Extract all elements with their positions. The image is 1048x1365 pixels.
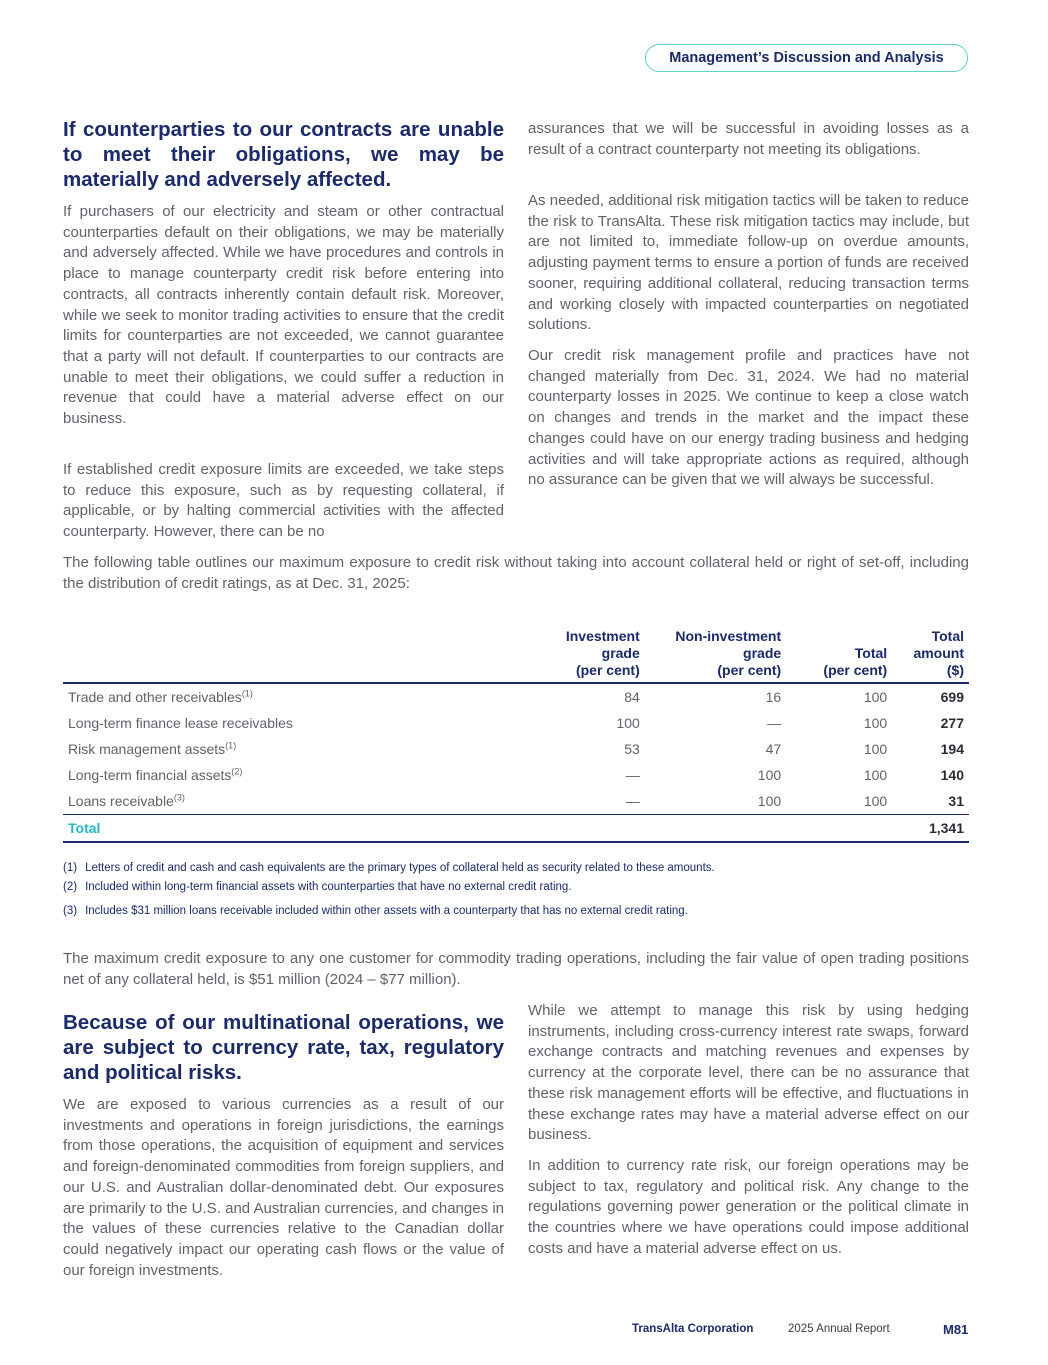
footer-company: TransAlta Corporation — [632, 1323, 754, 1335]
total-percent-cell: 100 — [863, 689, 888, 705]
row-label: Trade and other receivables$^{(1)}$ — [68, 688, 253, 705]
total-amount-cell: 140 — [940, 767, 964, 783]
footnote-text: Letters of credit and cash and cash equivalents are the primary types of collateral held as security related to these amounts. — [85, 862, 715, 874]
section-header-pill: Management’s Discussion and Analysis — [645, 44, 968, 72]
credit-right-paragraph-1: assurances that we will be successful in avoiding losses as a result of a contract counterparty not meeting its obligations. — [528, 120, 969, 158]
label-column-header — [63, 628, 558, 683]
investment-grade-cell: 100 — [616, 715, 640, 731]
total-amount-value: 1,341 — [892, 815, 969, 843]
row-label: Loans receivable$^{(3)}$ — [68, 792, 185, 809]
table-row — [63, 762, 969, 788]
currency-right-paragraph-2: In addition to currency rate risk, our foreign operations may be subject to tax, regulatory and political risk. Any change to the regulations governing power generation or the political climate in the countries where we have operations could impose additional costs and have a material adverse effect on us. — [528, 1157, 969, 1257]
non-investment-grade-cell: 47 — [765, 741, 782, 757]
non-investment-grade-header: Non-investment grade (per cent) — [645, 628, 786, 683]
non-investment-grade-cell: 16 — [765, 689, 782, 705]
table-row — [63, 710, 969, 736]
credit-left-paragraph-1: If purchasers of our electricity and steam or other contractual counterparties default on their obligations, we may be materially and adversely affected. While we have procedures and controls in place to manage counterparty credit risk before entering into contracts, all contracts inherently contain default risk. Moreover, while we seek to monitor trading activities to ensure that the credit limits for counterparties are not exceeded, we cannot guarantee that a party will not default. If counterparties to our contracts are unable to meet their obligations, we could suffer a reduction in revenue that could have a material adverse effect on our business. — [63, 203, 504, 428]
table-intro-paragraph: The following table outlines our maximum exposure to credit risk without taking into account collateral held or right of set-off, including the distribution of credit ratings, as at Dec. 31, 2025: — [63, 554, 969, 592]
total-label: Total — [63, 815, 558, 843]
investment-grade-cell: — — [625, 767, 640, 783]
credit-left-paragraph-2: If established credit exposure limits are exceeded, we take steps to reduce this exposure, such as by requesting collateral, if applicable, or by halting commercial activities with the affected counterparty. However, there can be no — [63, 461, 504, 541]
total-percent-cell: 100 — [863, 767, 888, 783]
row-label: Long-term financial assets$^{(2)}$ — [68, 766, 243, 783]
max-exposure-paragraph: The maximum credit exposure to any one customer for commodity trading operations, including the fair value of open trading positions net of any collateral held, is $51 million (2024 – $77 million). — [63, 950, 969, 988]
row-label: Long-term finance lease receivables — [68, 715, 293, 731]
non-investment-grade-cell: — — [767, 715, 782, 731]
footnote-number: (1) — [63, 862, 78, 874]
investment-grade-header: Investment grade (per cent) — [558, 628, 645, 683]
total-amount-cell: 699 — [940, 689, 964, 705]
credit-right-paragraph-3: Our credit risk management profile and practices have not changed materially from Dec. 31, 2024. We had no material counterparty losses in 2025. We continue to keep a close watch on changes and trends in the market and the impact these changes could have on our energy trading business and hedging activities and will take appropriate actions as required, although no assurance can be given that we will always be successful. — [528, 347, 969, 489]
total-amount-cell: 194 — [940, 741, 964, 757]
total-percent-cell: 100 — [863, 715, 888, 731]
footer-page-number: M81 — [943, 1322, 969, 1337]
footer-report-title: 2025 Annual Report — [788, 1323, 890, 1335]
table-row — [63, 683, 969, 710]
total-percent-header: Total (per cent) — [786, 628, 892, 683]
non-investment-grade-cell: 100 — [757, 793, 782, 809]
footnote-text: Includes $31 million loans receivable included within other assets with a counterparty that has no external credit rating. — [85, 905, 688, 917]
total-amount-cell: 277 — [940, 715, 964, 731]
table-row — [63, 788, 969, 815]
total-percent-cell: 100 — [863, 793, 888, 809]
credit-right-paragraph-2: As needed, additional risk mitigation tactics will be taken to reduce the risk to TransAlta. These risk mitigation tactics may include, but are not limited to, immediate follow-up on overdue amounts, adjusting payment terms to ensure a portion of funds are received sooner, requiring additional collateral, reducing transaction terms and working closely with impacted counterparties on negotiated solutions. — [528, 192, 969, 334]
total-amount-header: Total amount ($) — [892, 628, 969, 683]
table-row — [63, 736, 969, 762]
non-investment-grade-cell: 100 — [757, 767, 782, 783]
footnote-text: Included within long-term financial assets with counterparties that have no external credit rating. — [85, 881, 572, 893]
investment-grade-cell: 53 — [624, 741, 640, 757]
footnote-1 — [63, 862, 715, 874]
investment-grade-cell: — — [625, 793, 640, 809]
currency-risk-heading: Because of our multinational operations, we are subject to currency rate, tax, regulatory and political risks. — [63, 1011, 504, 1084]
row-label: Risk management assets$^{(1)}$ — [68, 740, 237, 757]
currency-left-paragraph: We are exposed to various currencies as a result of our investments and operations in foreign jurisdictions, the earnings from those operations, the acquisition of equipment and services and foreign-denominated commodities from foreign suppliers, and our U.S. and Australian dollar-denominated debt. Our exposures are primarily to the U.S. and Australian currencies, and changes in the values of these currencies relative to the Canadian dollar could negatively impact our operating cash flows or the value of our foreign investments. — [63, 1096, 504, 1279]
footnote-2 — [63, 881, 572, 893]
footnote-number: (2) — [63, 881, 78, 893]
investment-grade-cell: 84 — [624, 689, 640, 705]
footnote-3 — [63, 905, 688, 917]
footnote-number: (3) — [63, 905, 78, 917]
table-header-row — [63, 628, 969, 683]
total-amount-cell: 31 — [948, 793, 964, 809]
table-total-row — [63, 815, 969, 843]
credit-exposure-table — [63, 628, 969, 843]
currency-right-paragraph-1: While we attempt to manage this risk by using hedging instruments, including cross-currency interest rate swaps, forward exchange contracts and matching revenues and expenses by currency at the corporate level, there can be no assurance that these risk management efforts will be effective, and fluctuations in these exchange rates may have a material adverse effect on our business. — [528, 1002, 969, 1144]
credit-risk-heading: If counterparties to our contracts are unable to meet their obligations, we may be materially and adversely affected. — [63, 118, 504, 191]
total-percent-cell: 100 — [863, 741, 888, 757]
